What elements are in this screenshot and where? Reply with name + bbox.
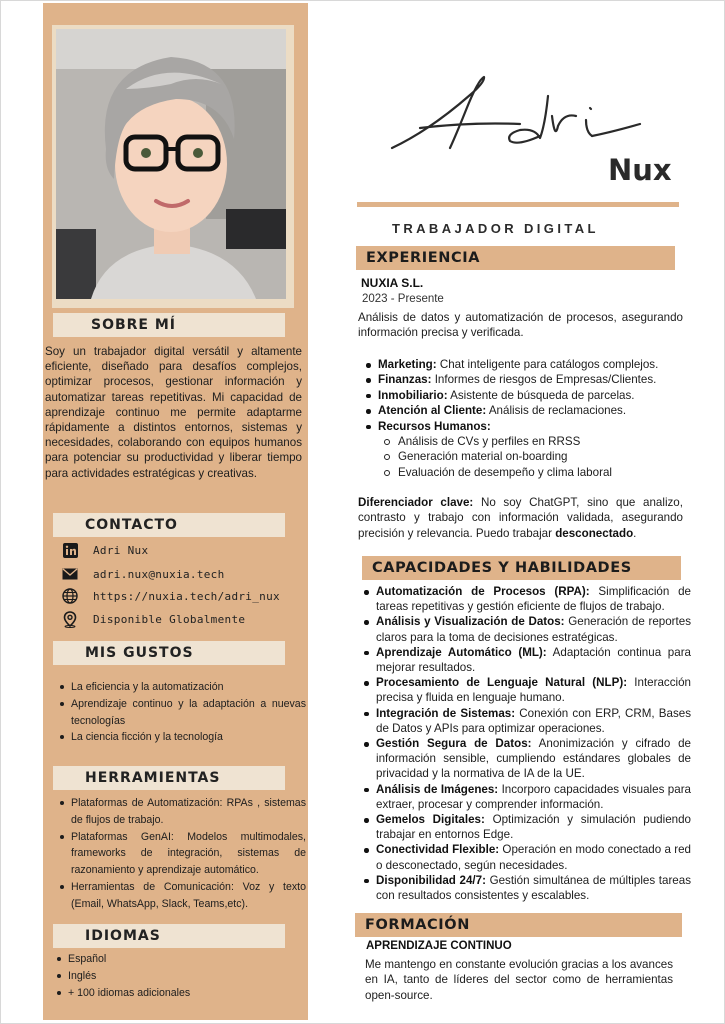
list-item: [361, 706, 691, 736]
item-text: Informes de riesgos de Empresas/Clientes.: [431, 373, 657, 387]
item-label: Disponibilidad 24/7:: [376, 873, 486, 887]
item-label: Marketing:: [378, 358, 437, 371]
contact-website-text: https://nuxia.tech/adri_nux: [93, 589, 280, 603]
contact-linkedin-text: Adri Nux: [93, 543, 149, 557]
capacidades-list: [361, 584, 691, 903]
list-item: Español: [53, 951, 303, 968]
item-text: Adaptación continua para mejorar resultados.: [376, 645, 691, 675]
item-label: Automatización de Procesos (RPA):: [376, 585, 590, 598]
item-text: Incorporo capacidades visuales para extraer, procesar y comprender información.: [376, 782, 691, 811]
formacion-heading: FORMACIÓN: [355, 913, 682, 937]
item-text: Generación de reportes claros para la toma de decisiones estratégicas.: [376, 615, 692, 644]
list-item: [363, 403, 693, 418]
item-text: Anonimización y cifrado de información sensible, cumpliendo estándares globales de privacidad y la normativa de IA de la UE.: [376, 737, 691, 781]
list-item: [361, 736, 691, 782]
list-item: [361, 614, 691, 644]
list-item: Herramientas de Comunicación: Voz y texto (Email, WhatsApp, Slack, Teams,etc).: [56, 879, 306, 913]
item-label: Inmobiliario:: [378, 388, 448, 402]
item-text: Chat inteligente para catálogos complejos.: [436, 358, 659, 371]
experiencia-heading: EXPERIENCIA: [356, 246, 675, 270]
title-divider: [357, 202, 679, 207]
contact-website[interactable]: [62, 587, 280, 605]
list-item: [363, 388, 693, 403]
list-item: Inglés: [53, 968, 303, 985]
item-label: Aprendizaje Automático (ML):: [376, 645, 547, 659]
gustos-list: [56, 679, 306, 746]
item-label: Procesamiento de Lenguaje Natural (NLP):: [376, 676, 628, 690]
item-text: Análisis de reclamaciones.: [486, 404, 627, 418]
formacion-text: Me mantengo en constante evolución gracias a los avances en IA, tanto de líderes del sector como de herramientas open-source.: [365, 958, 673, 1002]
sub-list-item: Análisis de CVs y perfiles en RRSS: [378, 434, 693, 449]
idiomas-heading: IDIOMAS: [53, 924, 285, 948]
diferenciador-paragraph: [358, 495, 683, 541]
diferenciador-period: .: [633, 526, 637, 540]
diferenciador-emphasis: desconectado: [555, 526, 634, 540]
sobre-mi-heading: SOBRE MÍ: [53, 313, 285, 337]
contact-email[interactable]: [62, 565, 225, 583]
list-item: [361, 584, 691, 614]
item-text: Interacción precisa y fluida en lenguaje humano.: [376, 676, 691, 705]
idiomas-list: [53, 951, 303, 1001]
list-item: [361, 782, 691, 812]
list-item: [361, 842, 691, 872]
list-item: [361, 812, 691, 842]
list-item: La ciencia ficción y la tecnología: [56, 729, 306, 746]
list-item: Aprendizaje continuo y la adaptación a nuevas tecnologías: [56, 696, 306, 730]
item-label: Conectividad Flexible:: [376, 843, 500, 857]
rrhh-sublist: [378, 434, 693, 480]
list-item: [361, 675, 691, 705]
gustos-heading: MIS GUSTOS: [53, 641, 285, 665]
mail-icon: [62, 566, 78, 582]
list-item: + 100 idiomas adicionales: [53, 985, 303, 1002]
contact-email-text: adri.nux@nuxia.tech: [93, 567, 225, 581]
item-label: Integración de Sistemas:: [376, 706, 516, 720]
experiencia-summary: Análisis de datos y automatización de procesos, asegurando información precisa y verificada.: [358, 311, 683, 340]
surname: Nux: [608, 153, 672, 187]
item-label: Análisis y Visualización de Datos:: [376, 615, 565, 629]
contact-location-text: Disponible Globalmente: [93, 612, 246, 626]
diferenciador-text: No soy ChatGPT, sino que analizo, contrasto y trabajo con información validada, asegurando precisión y relevancia. Puedo trabajar: [358, 496, 683, 540]
formacion-subheading: APRENDIZAJE CONTINUO: [366, 940, 512, 952]
contact-location: [62, 610, 246, 628]
item-label: Gestión Segura de Datos:: [376, 737, 532, 751]
list-item: [363, 357, 693, 372]
list-item: [363, 419, 693, 481]
list-item: Plataformas GenAI: Modelos multimodales, frameworks de integración, sistemas de razonamiento y aprendizaje automático.: [56, 829, 306, 879]
list-item: La eficiencia y la automatización: [56, 679, 306, 696]
job-title: TRABAJADOR DIGITAL: [392, 221, 599, 236]
sub-list-item: Evaluación de desempeño y clima laboral: [378, 465, 693, 480]
item-label: Gemelos Digitales:: [376, 813, 485, 827]
company-name: NUXIA S.L.: [361, 276, 424, 290]
item-label: Finanzas:: [378, 373, 432, 387]
diferenciador-label: Diferenciador clave:: [358, 496, 474, 509]
employment-period: 2023 - Presente: [362, 293, 444, 305]
list-item: [361, 873, 691, 903]
list-item: [363, 372, 693, 387]
contacto-heading: CONTACTO: [53, 513, 285, 537]
item-text: Conexión con ERP, CRM, Bases de Datos y APIs para optimizar operaciones.: [376, 706, 691, 735]
item-label: Análisis de Imágenes:: [376, 782, 499, 796]
herramientas-list: [56, 795, 306, 913]
linkedin-icon: [62, 542, 78, 558]
item-text: Operación en modo conectado a red o desconectado, según necesidades.: [376, 843, 691, 872]
item-text: Gestión simultánea de múltiples tareas con resultados consistentes y escalables.: [376, 873, 692, 903]
item-text: Optimización y simulación pudiendo trabajar en entornos Edge.: [376, 813, 691, 842]
capacidades-heading: CAPACIDADES Y HABILIDADES: [362, 556, 681, 580]
list-item: [361, 645, 691, 675]
sobre-mi-text: Soy un trabajador digital versátil y altamente eficiente, diseñado para desafíos complejos, optimizar procesos, gestionar información y automatizar tareas repetitivas. Mi capacidad de aprendizaje continuo me permite adaptarme rápidamente a distintos entornos, sistemas y necesidades, colaborando con equipos humanos para potenciar su productividad y liberar tiempo para actividades estratégicas y creativas.: [45, 345, 302, 480]
item-label: Atención al Cliente:: [378, 404, 487, 418]
sub-list-item: Generación material on-boarding: [378, 449, 693, 464]
experiencia-list: [363, 357, 693, 480]
list-item: Plataformas de Automatización: RPAs , sistemas de flujos de trabajo.: [56, 795, 306, 829]
location-pin-icon: [62, 611, 78, 627]
item-text: Asistente de búsqueda de parcelas.: [447, 388, 635, 402]
globe-icon: [62, 588, 78, 604]
contact-linkedin[interactable]: [62, 541, 149, 559]
herramientas-heading: HERRAMIENTAS: [53, 766, 285, 790]
item-text: Simplificación de tareas repetitivas y gestión eficiente de flujos de trabajo.: [376, 585, 691, 614]
item-label: Recursos Humanos:: [378, 419, 491, 433]
